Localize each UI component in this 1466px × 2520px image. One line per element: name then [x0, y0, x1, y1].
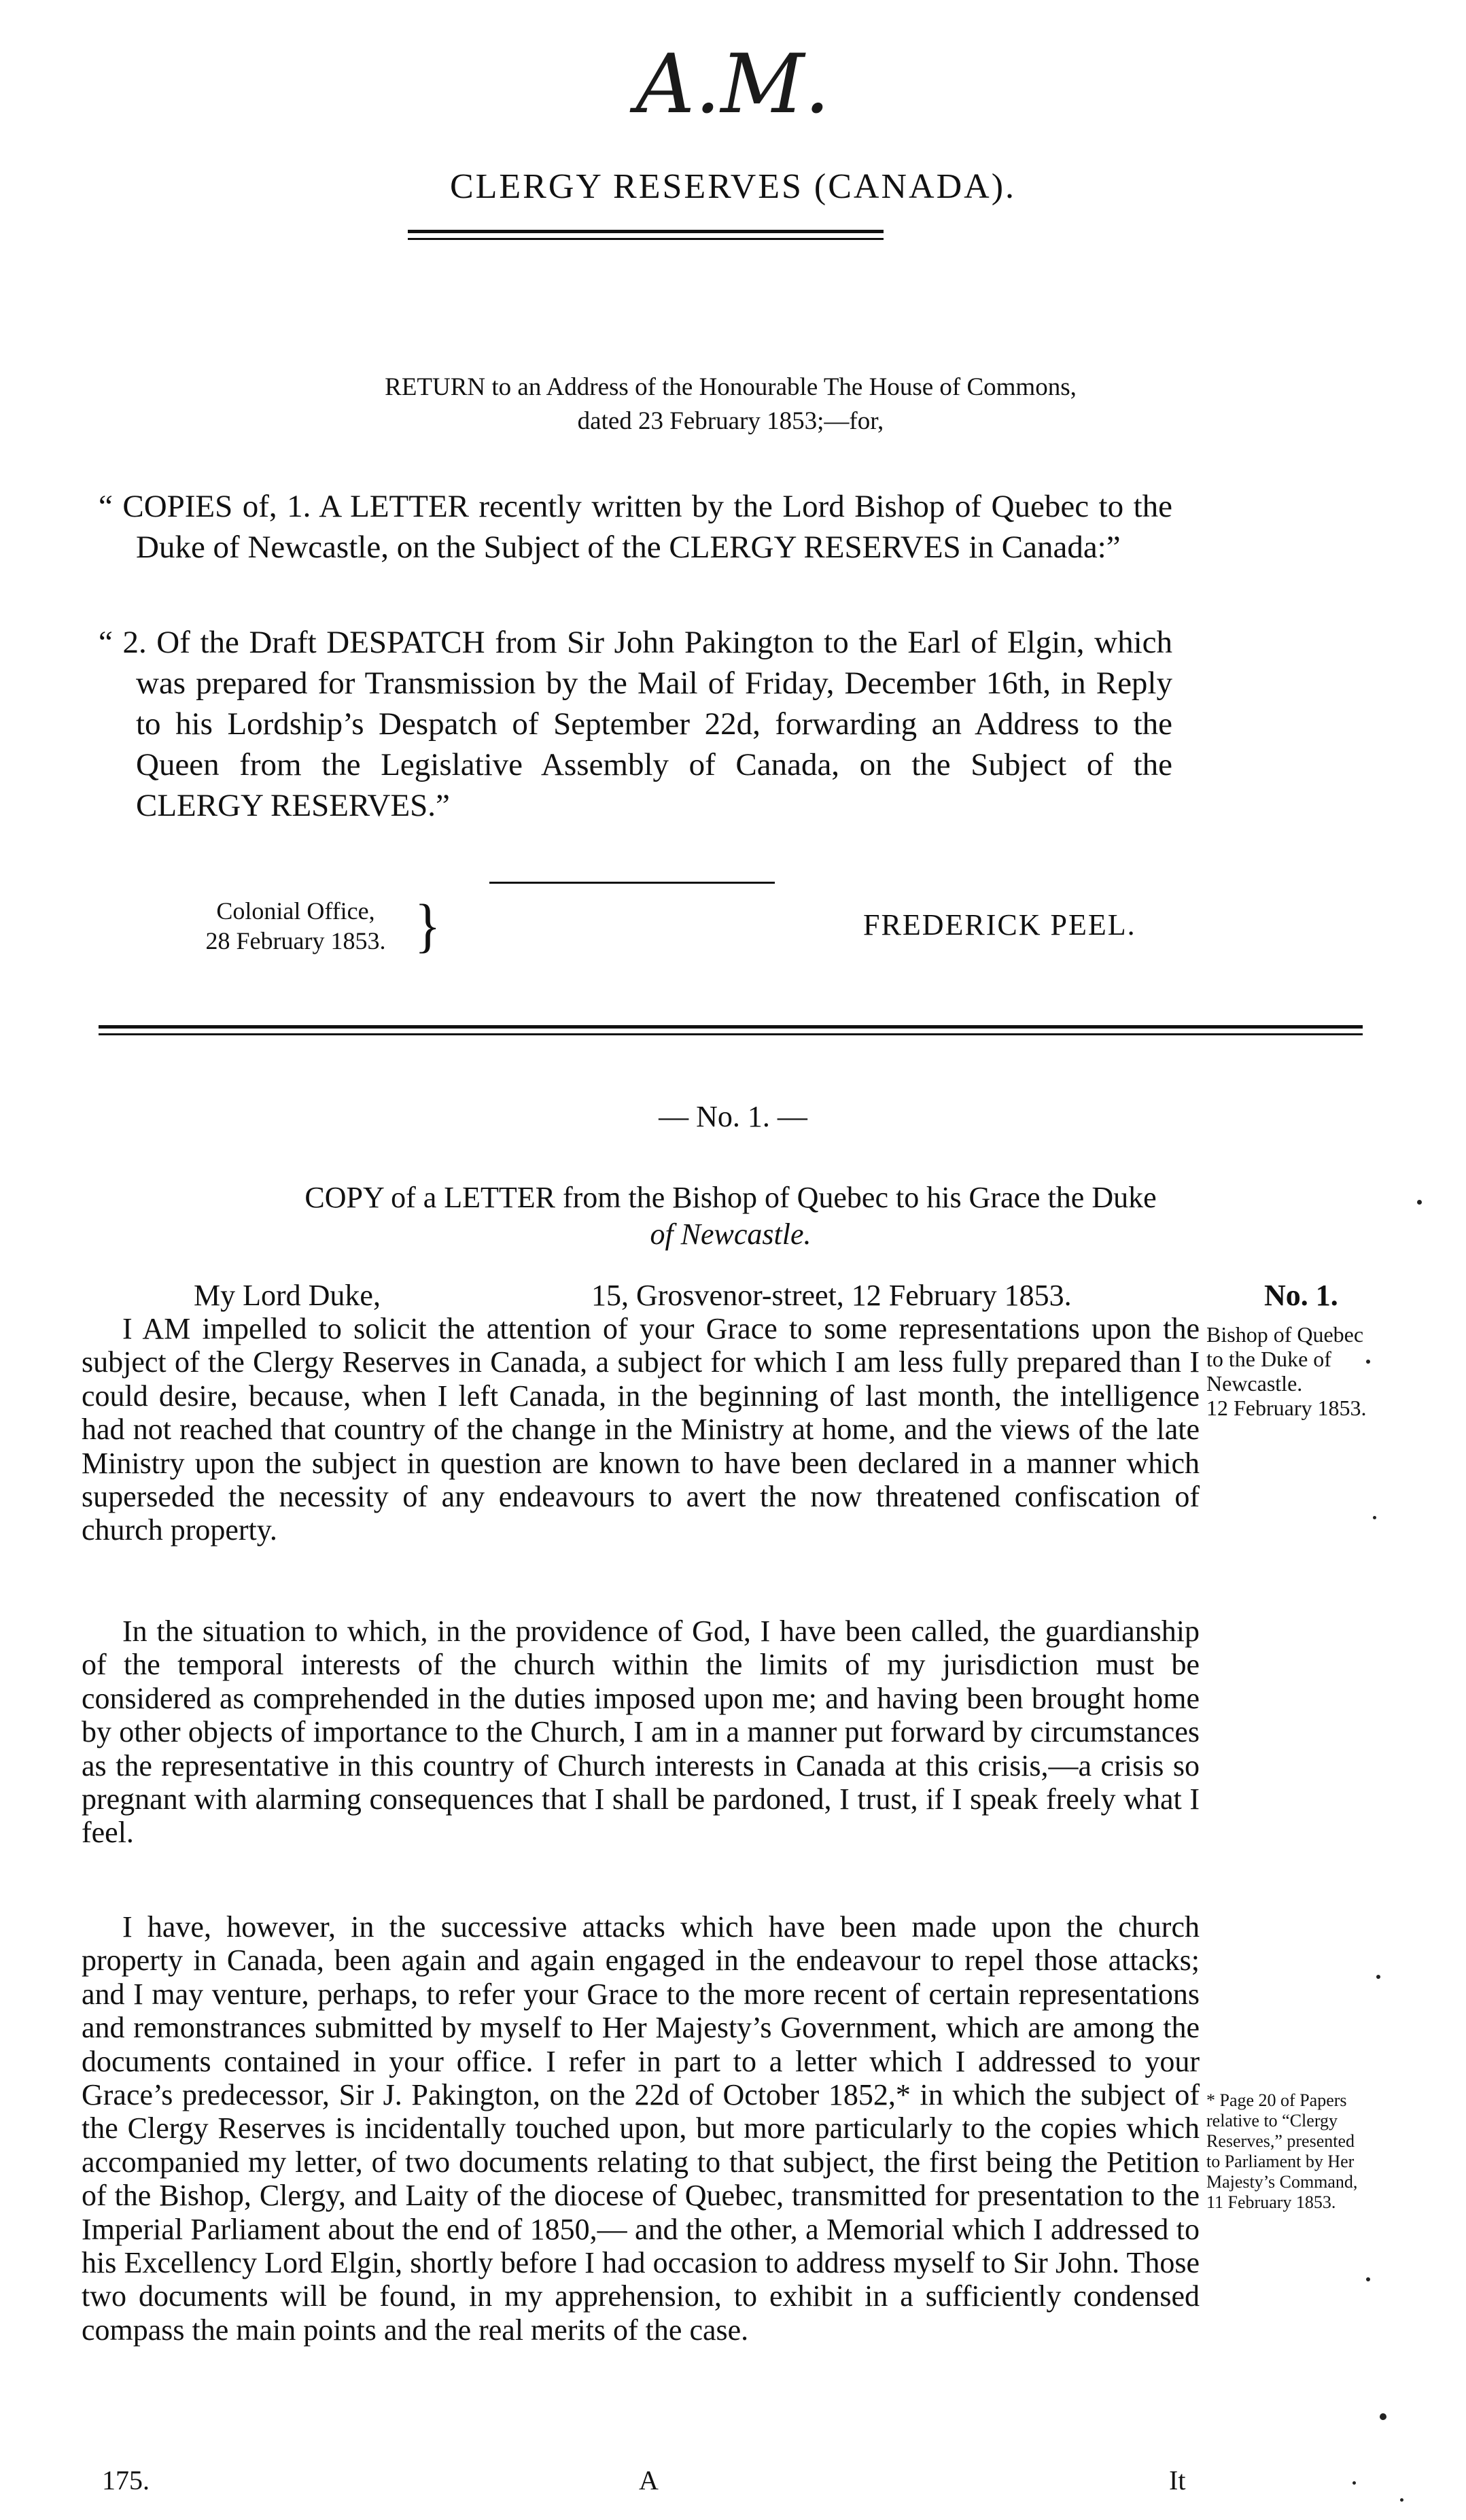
colonial-office-date: [177, 896, 415, 956]
margin-note-line: Newcastle.: [1206, 1371, 1303, 1396]
margin-note-line: to the Duke of: [1206, 1347, 1331, 1371]
office-line-2: 28 February 1853.: [205, 927, 386, 954]
signature-mark: A: [639, 2465, 659, 2496]
return-line-2: dated 23 February 1853;—for,: [577, 407, 884, 435]
footnote-line: 11 February 1853.: [1206, 2192, 1336, 2212]
footnote-line: to Parliament by Her: [1206, 2152, 1355, 2171]
footnote-line: Reserves,” presented: [1206, 2131, 1355, 2151]
section-rule: [99, 1033, 1363, 1035]
brace-icon: }: [415, 893, 441, 959]
margin-note-line: 12 February 1853.: [1206, 1396, 1367, 1420]
salutation: My Lord Duke,: [194, 1279, 381, 1312]
page-number: 175.: [102, 2465, 150, 2496]
footnote-line: relative to “Clergy: [1206, 2111, 1338, 2130]
margin-note: [1206, 1322, 1367, 1420]
handwritten-mark: A.M.: [635, 37, 831, 132]
letter-paragraph-2: [82, 1615, 1200, 1850]
letter-address: 15, Grosvenor-street, 12 February 1853.: [591, 1279, 1072, 1312]
letter-paragraph-1: [82, 1312, 1200, 1547]
footnote-line: Majesty’s Command,: [1206, 2172, 1358, 2192]
section-rule: [99, 1025, 1363, 1029]
signoff-rule: [489, 882, 775, 884]
letter-heading-line-2: of Newcastle.: [650, 1218, 811, 1251]
signatory-name: FREDERICK PEEL.: [863, 908, 1136, 942]
footnote-line: * Page 20 of Papers: [1206, 2090, 1347, 2110]
margin-number: No. 1.: [1264, 1279, 1338, 1312]
letter-paragraph-3: [82, 1910, 1200, 2347]
title-rule: [408, 230, 884, 233]
paragraph-text: In the situation to which, in the providence of God, I have been called, the guardianship of the temporal interests of the church within the limits of my jurisdiction must be considered as comprehended in the duties imposed upon me; and having been brought home by other objects of importance to the Church, I am in a manner put forward by circumstances as the representative in this country of Church interests in Canada at this crisis,—a crisis so pregnant with alarming consequences that I shall be pardoned, I trust, if I speak freely what I feel.: [82, 1615, 1200, 1850]
copies-item-2: [99, 622, 1172, 826]
catchword: It: [1169, 2465, 1186, 2496]
letter-heading-line-1: COPY of a LETTER from the Bishop of Quebec to his Grace the Duke: [304, 1181, 1157, 1214]
document-title: CLERGY RESERVES (CANADA).: [449, 167, 1017, 206]
office-line-1: Colonial Office,: [216, 897, 375, 925]
copies-item-2-text: “ 2. Of the Draft DESPATCH from Sir John Pakington to the Earl of Elgin, which was prepared for Transmission by the Mail of Friday, December 16th, in Reply to his Lordship’s Despatch of September 22d, forwarding an Address to the Queen from the Legislative Assembly of Canada, on the Subject of the CLERGY RESERVES.”: [99, 625, 1172, 823]
return-address: [238, 370, 1223, 438]
margin-footnote: [1206, 2090, 1357, 2213]
copies-item-1-text: “ COPIES of, 1. A LETTER recently written by the Lord Bishop of Quebec to the Duke of Newcastle, on the Subject of the CLERGY RESERVES in Canada:”: [99, 489, 1172, 565]
return-line-1: RETURN to an Address of the Honourable The House of Commons,: [385, 373, 1077, 401]
title-rule: [408, 238, 884, 240]
margin-note-line: Bishop of Quebec: [1206, 1322, 1364, 1347]
paragraph-text: I AM impelled to solicit the attention of your Grace to some representations upon the subject of the Clergy Reserves in Canada, a subject for which I am less fully prepared than I could desire, because, when I left Canada, in the beginning of last month, the intelligence had not reached that country of the change in the Ministry at home, and the views of the late Ministry upon the subject in question are known to have been declared in a manner which superseded the necessity of any endeavours to avert the now threatened confiscation of church property.: [82, 1312, 1200, 1547]
copies-item-1: [99, 486, 1172, 568]
section-number: — No. 1. —: [659, 1100, 807, 1133]
letter-heading: [204, 1179, 1257, 1253]
paragraph-text: I have, however, in the successive attacks which have been made upon the church property in Canada, been again and again engaged in the endeavour to repel those attacks; and I may venture, perhaps, to refer your Grace to the more recent of certain representations and remonstrances submitted by myself to Her Majesty’s Government, which are among the documents contained in your office. I refer in part to a letter which I addressed to your Grace’s predecessor, Sir J. Pakington, on the 22d of October 1852,* in which the subject of the Clergy Reserves is incidentally touched upon, but more particularly to the copies which accompanied my letter, of two documents relating to that subject, the first being the Petition of the Bishop, Clergy, and Laity of the diocese of Quebec, transmitted for presentation to the Imperial Parliament about the end of 1850,— and the other, a Memorial which I addressed to his Excellency Lord Elgin, shortly before I had occasion to address myself to Sir John. Those two documents will be found, in my apprehension, to exhibit in a sufficiently condensed compass the main points and the real merits of the case.: [82, 1910, 1200, 2347]
